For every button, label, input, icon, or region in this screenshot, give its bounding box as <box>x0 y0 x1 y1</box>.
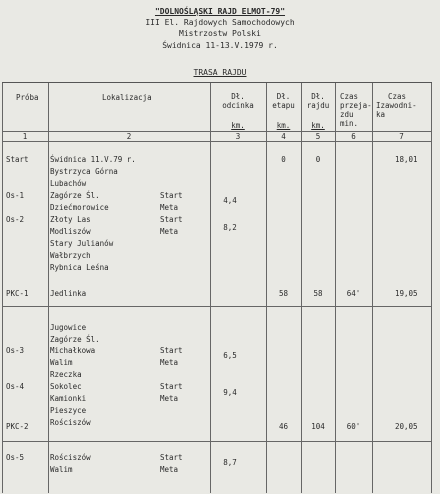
izawod-cell: 18,01 <box>395 155 418 164</box>
lokalizacja-cell: Walim <box>50 358 73 367</box>
odcinka-cell: 4,4 <box>223 196 237 205</box>
etapu-cell: 46 <box>278 422 289 431</box>
col-number: 1 <box>22 132 28 141</box>
odcinka-cell: 9,4 <box>223 388 237 397</box>
col-header-etapu-unit: km. <box>276 121 291 130</box>
col-line <box>2 83 3 493</box>
section-divider <box>2 441 432 442</box>
odcinka-cell: 8,7 <box>223 458 237 467</box>
etapu-cell: 58 <box>278 289 289 298</box>
lokalizacja-cell: Walim <box>50 465 73 474</box>
proba-cell: Os-3 <box>6 346 25 355</box>
col-number: 6 <box>351 132 356 141</box>
proba-cell: PKC-1 <box>6 289 29 298</box>
route-table <box>2 82 432 493</box>
lokalizacja-cell: Modliszów <box>50 227 91 236</box>
lokalizacja-cell: Pieszyce <box>50 406 87 415</box>
rajdu-cell: 104 <box>311 422 325 431</box>
col-header-czas-1: Czas <box>340 92 359 101</box>
stage-finish-label: Meta <box>160 394 179 403</box>
document-title: "DOLNOŚLĄSKI RAJD ELMOT-79" <box>154 7 286 16</box>
lokalizacja-cell: Wałbrzych <box>50 251 91 260</box>
stage-start-label: Start <box>160 191 183 200</box>
proba-cell: Os-2 <box>6 215 25 224</box>
lokalizacja-cell: Złoty Las <box>50 215 91 224</box>
stage-start-label: Start <box>160 346 183 355</box>
col-number: 4 <box>281 132 286 141</box>
stage-finish-label: Meta <box>160 465 179 474</box>
col-number: 7 <box>399 132 404 141</box>
izawod-cell: 20,05 <box>395 422 418 431</box>
col-header-lokalizacja: Lokalizacja <box>102 93 152 102</box>
col-number: 5 <box>315 132 321 141</box>
czas-cell: 64' <box>346 289 361 298</box>
lokalizacja-cell: Kamionki <box>50 394 87 403</box>
col-number: 2 <box>126 132 132 141</box>
col-line <box>335 83 336 493</box>
stage-finish-label: Meta <box>160 203 179 212</box>
lokalizacja-cell: Rzeczka <box>50 370 82 379</box>
lokalizacja-cell: Dziećmorowice <box>50 203 109 212</box>
lokalizacja-cell: Rybnica Leśna <box>50 263 109 272</box>
subtitle-line-4: Świdnica 11-13.V.1979 r. <box>162 41 278 50</box>
lokalizacja-cell: Zagórze Śl. <box>50 191 100 200</box>
etapu-cell: 0 <box>281 155 286 164</box>
col-header-izawod-3: ka <box>376 110 386 119</box>
subtitle-line-2: III El. Rajdowych Samochodowych <box>145 18 295 27</box>
proba-cell: Start <box>6 155 29 164</box>
col-line <box>48 83 49 493</box>
col-header-czas-4: min. <box>340 119 359 128</box>
lokalizacja-cell: Lubachów <box>50 179 87 188</box>
col-header-odcinka-unit: km. <box>231 121 245 130</box>
col-header-izawod-2: Izawodni- <box>376 101 417 110</box>
col-line <box>301 83 302 493</box>
col-number: 3 <box>235 132 241 141</box>
subtitle-line-3: Mistrzostw Polski <box>179 29 261 38</box>
lokalizacja-cell: Jedlinka <box>50 289 87 298</box>
odcinka-cell: 6,5 <box>223 351 237 360</box>
col-line <box>210 83 211 493</box>
col-header-czas-3: zdu <box>340 110 354 119</box>
stage-finish-label: Meta <box>160 358 179 367</box>
proba-cell: Os-4 <box>6 382 25 391</box>
section-divider <box>2 306 432 307</box>
col-header-etapu-2: etapu <box>272 101 295 110</box>
col-header-rajdu-unit: km. <box>311 121 325 130</box>
rajdu-cell: 0 <box>315 155 321 164</box>
proba-cell: Os-5 <box>6 453 25 462</box>
col-line <box>266 83 267 493</box>
proba-cell: Os-1 <box>6 191 25 200</box>
rajdu-cell: 58 <box>313 289 323 298</box>
lokalizacja-cell: Bystrzyca Górna <box>50 167 118 176</box>
col-header-rajdu-1: Dł. <box>311 92 325 101</box>
lokalizacja-cell: Michałkowa <box>50 346 96 355</box>
stage-start-label: Start <box>160 215 183 224</box>
col-header-rajdu-2: rajdu <box>306 101 330 110</box>
col-header-etapu-1: Dł. <box>276 92 291 101</box>
lokalizacja-cell: Sokolec <box>50 382 82 391</box>
stage-start-label: Start <box>160 382 183 391</box>
odcinka-cell: 8,2 <box>223 223 237 232</box>
route-heading: TRASA RAJDU <box>193 68 247 77</box>
col-header-odcinka-1: Dł. <box>231 92 245 101</box>
lokalizacja-cell: Rościszów <box>50 418 91 427</box>
col-line <box>431 83 432 493</box>
lokalizacja-cell: Jugowice <box>50 323 87 332</box>
proba-cell: PKC-2 <box>6 422 29 431</box>
stage-start-label: Start <box>160 453 183 462</box>
col-header-izawod-1: Czas <box>388 92 407 101</box>
col-header-proba: Próba <box>16 93 39 102</box>
col-line <box>372 83 373 493</box>
czas-cell: 60' <box>346 422 361 431</box>
stage-finish-label: Meta <box>160 227 179 236</box>
numbers-bottom-line <box>2 141 432 142</box>
lokalizacja-cell: Zagórze Śl. <box>50 335 100 344</box>
col-header-odcinka-2: odcinka <box>222 101 254 110</box>
col-header-czas-2: przeja- <box>340 101 372 110</box>
lokalizacja-cell: Stary Julianów <box>50 239 114 248</box>
lokalizacja-cell: Rościszów <box>50 453 91 462</box>
izawod-cell: 19,05 <box>395 289 418 298</box>
lokalizacja-cell: Świdnica 11.V.79 r. <box>50 155 136 164</box>
